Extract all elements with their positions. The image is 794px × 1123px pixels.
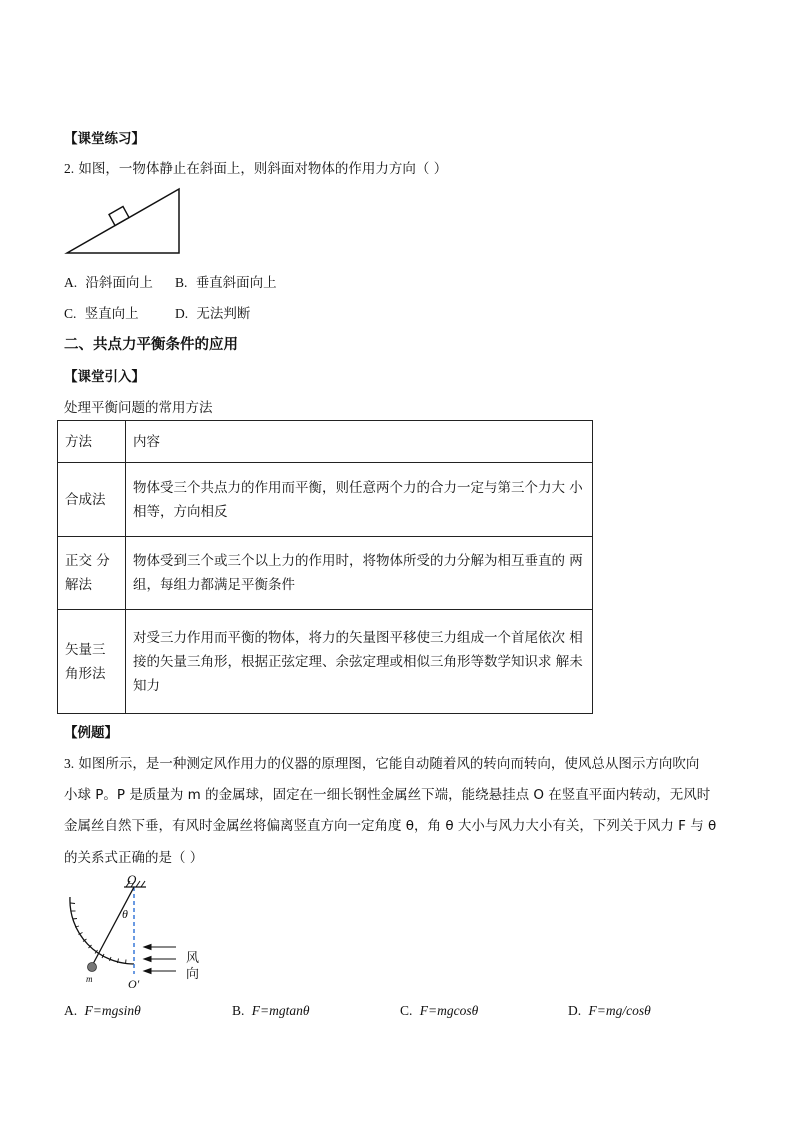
table-row — [58, 463, 593, 537]
wind-arrows — [144, 945, 176, 974]
wind-instrument-figure — [60, 870, 220, 998]
option-text: 垂直斜面向上 — [195, 275, 277, 291]
label-m: m — [86, 974, 93, 984]
block-on-incline — [109, 207, 129, 226]
table-cell-method: 矢量三 角形法 — [58, 610, 126, 714]
label-theta: θ — [122, 907, 128, 921]
option-letter: C. — [400, 1003, 413, 1018]
question-text: 如图，一物体静止在斜面上，则斜面对物体的作用力方向（ ） — [78, 161, 448, 177]
option-letter: D. — [175, 306, 189, 321]
question-3-line-1 — [64, 752, 699, 772]
q3-option-a — [64, 1003, 141, 1019]
table-header: 内容 — [126, 421, 593, 463]
option-b — [175, 271, 277, 291]
option-letter: A. — [64, 1003, 78, 1018]
option-text: 沿斜面向上 — [85, 275, 153, 291]
option-letter: D. — [568, 1003, 582, 1018]
metal-ball — [88, 963, 97, 972]
question-2 — [64, 157, 447, 177]
option-formula: F=mgsinθ — [84, 1003, 141, 1018]
table-cell-method: 合成法 — [58, 463, 126, 537]
question-3-line-3: 金属丝自然下垂，有风时金属丝将偏离竖直方向一定角度 θ，角 θ 大小与风力大小有关，下列关于风力 F 与 θ — [64, 818, 717, 834]
practice-heading: 【课堂练习】 — [64, 131, 145, 147]
option-text: 无法判断 — [196, 306, 251, 322]
option-formula: F=mg/cosθ — [588, 1003, 651, 1018]
q3-option-b — [232, 1003, 310, 1019]
label-wind-1: 风 — [186, 951, 200, 966]
option-c — [64, 302, 139, 322]
methods-table — [57, 420, 593, 714]
label-wind-2: 向 — [186, 967, 200, 982]
option-letter: B. — [232, 1003, 245, 1018]
question-number: 2. — [64, 161, 75, 176]
intro-text: 处理平衡问题的常用方法 — [64, 400, 213, 416]
metal-wire — [93, 887, 134, 964]
q3-option-d — [568, 1003, 651, 1019]
option-letter: B. — [175, 275, 188, 290]
table-cell-content: 物体受三个共点力的作用而平衡，则任意两个力的合力一定与第三个力大 小相等，方向相反 — [126, 463, 593, 537]
option-letter: A. — [64, 275, 78, 290]
q3-option-c — [400, 1003, 478, 1019]
example-heading: 【例题】 — [64, 725, 118, 741]
question-number: 3. — [64, 756, 75, 771]
table-cell-content: 物体受到三个或三个以上力的作用时，将物体所受的力分解为相互垂直的 两组，每组力都满足平衡条件 — [126, 537, 593, 610]
question-3-line-4: 的关系式正确的是（ ） — [64, 850, 204, 866]
table-cell-method: 正交 分解法 — [58, 537, 126, 610]
incline-figure — [64, 186, 184, 256]
option-formula: F=mgtanθ — [251, 1003, 310, 1018]
option-d — [175, 302, 250, 322]
intro-heading: 【课堂引入】 — [64, 369, 145, 385]
section-title: 二、共点力平衡条件的应用 — [64, 337, 238, 353]
label-o-prime: O′ — [128, 977, 140, 991]
question-3-line-2: 小球 P。P 是质量为 m 的金属球，固定在一细长钢性金属丝下端，能绕悬挂点 O 在竖直平面内转动，无风时 — [64, 787, 711, 803]
table-cell-content: 对受三力作用而平衡的物体，将力的矢量图平移使三力组成一个首尾依次 相接的矢量三角形，根据正弦定理、余弦定理或相似三角形等数学知识求 解未知力 — [126, 610, 593, 714]
table-row — [58, 537, 593, 610]
option-formula: F=mgcosθ — [419, 1003, 479, 1018]
label-o: O — [127, 872, 137, 887]
option-letter: C. — [64, 306, 77, 321]
table-row — [58, 610, 593, 714]
table-header-row — [58, 421, 593, 463]
table-header: 方法 — [58, 421, 126, 463]
question-text: 如图所示，是一种测定风作用力的仪器的原理图，它能自动随着风的转向而转向，使风总从图示方向吹向 — [78, 756, 700, 772]
option-a — [64, 271, 153, 291]
option-text: 竖直向上 — [84, 306, 139, 322]
